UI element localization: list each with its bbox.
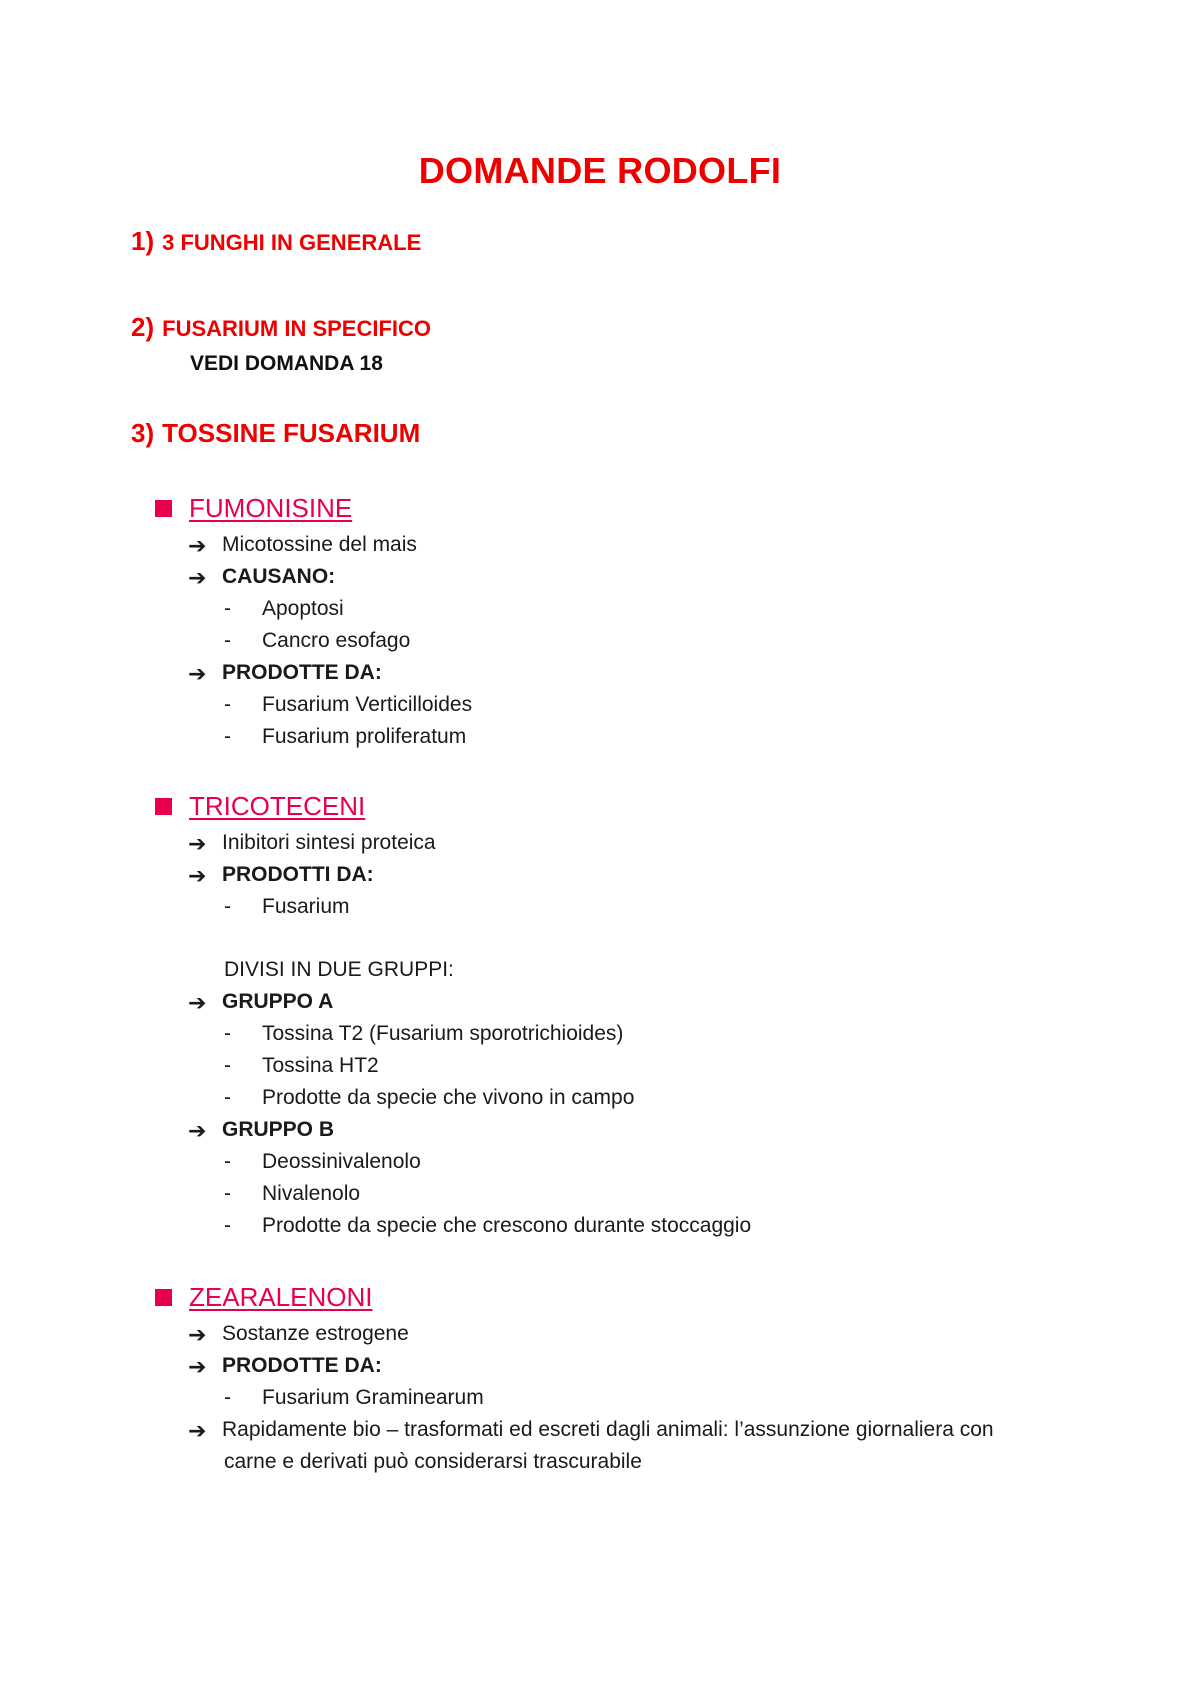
dash-icon: - bbox=[224, 629, 231, 652]
list-item-continuation: carne e derivati può considerarsi trascurabile bbox=[224, 1450, 642, 1473]
arrow-icon: ➔ bbox=[188, 1418, 207, 1443]
section-fumonisine bbox=[155, 493, 352, 524]
list-item: - Fusarium bbox=[224, 895, 350, 918]
list-item: - Prodotte da specie che vivono in campo bbox=[224, 1086, 635, 1109]
list-item: ➔ GRUPPO B bbox=[188, 1118, 335, 1143]
section-tricoteceni bbox=[155, 791, 365, 822]
question-text: TOSSINE FUSARIUM bbox=[162, 418, 421, 448]
arrow-icon: ➔ bbox=[188, 990, 207, 1015]
section-heading: TRICOTECENI bbox=[189, 791, 366, 821]
question-2-note: VEDI DOMANDA 18 bbox=[190, 352, 383, 375]
list-item: - Fusarium proliferatum bbox=[224, 725, 467, 748]
question-text: 3 FUNGHI IN GENERALE bbox=[162, 230, 422, 255]
dash-icon: - bbox=[224, 1182, 231, 1205]
dash-icon: - bbox=[224, 1022, 231, 1045]
question-3 bbox=[131, 418, 420, 449]
arrow-icon: ➔ bbox=[188, 1322, 207, 1347]
list-item: - Apoptosi bbox=[224, 597, 344, 620]
arrow-icon: ➔ bbox=[188, 863, 207, 888]
question-text: FUSARIUM IN SPECIFICO bbox=[162, 316, 432, 341]
list-item: - Tossina T2 (Fusarium sporotrichioides) bbox=[224, 1022, 624, 1045]
list-item: - Fusarium Graminearum bbox=[224, 1386, 484, 1409]
question-1 bbox=[131, 226, 421, 257]
question-2 bbox=[131, 312, 431, 343]
dash-icon: - bbox=[224, 895, 231, 918]
list-item: - Nivalenolo bbox=[224, 1182, 361, 1205]
arrow-icon: ➔ bbox=[188, 533, 207, 558]
square-bullet-icon bbox=[155, 798, 172, 815]
list-item: ➔ PRODOTTI DA: bbox=[188, 863, 374, 888]
list-item: ➔ GRUPPO A bbox=[188, 990, 334, 1015]
list-item: ➔ CAUSANO: bbox=[188, 565, 336, 590]
arrow-icon: ➔ bbox=[188, 1118, 207, 1143]
dash-icon: - bbox=[224, 1086, 231, 1109]
list-item: ➔ Micotossine del mais bbox=[188, 533, 417, 558]
question-number: 3) bbox=[131, 418, 155, 448]
list-item: ➔ PRODOTTE DA: bbox=[188, 661, 382, 686]
list-item: ➔ PRODOTTE DA: bbox=[188, 1354, 382, 1379]
square-bullet-icon bbox=[155, 1289, 172, 1306]
arrow-icon: ➔ bbox=[188, 1354, 207, 1379]
list-item: - Fusarium Verticilloides bbox=[224, 693, 473, 716]
section-heading: FUMONISINE bbox=[189, 493, 353, 523]
question-number: 1) bbox=[131, 226, 155, 256]
dash-icon: - bbox=[224, 1386, 231, 1409]
arrow-icon: ➔ bbox=[188, 661, 207, 686]
list-item: - Deossinivalenolo bbox=[224, 1150, 421, 1173]
section-heading: ZEARALENONI bbox=[189, 1282, 373, 1312]
dash-icon: - bbox=[224, 1054, 231, 1077]
list-item: - Prodotte da specie che crescono durante stoccaggio bbox=[224, 1214, 752, 1237]
dash-icon: - bbox=[224, 597, 231, 620]
list-item: - Cancro esofago bbox=[224, 629, 411, 652]
section-zearalenoni bbox=[155, 1282, 373, 1313]
dash-icon: - bbox=[224, 693, 231, 716]
list-item: ➔ Inibitori sintesi proteica bbox=[188, 831, 436, 856]
group-intro: DIVISI IN DUE GRUPPI: bbox=[224, 958, 454, 981]
dash-icon: - bbox=[224, 725, 231, 748]
question-number: 2) bbox=[131, 312, 155, 342]
list-item: ➔ Rapidamente bio – trasformati ed escreti dagli animali: l’assunzione giornaliera con bbox=[188, 1418, 994, 1443]
dash-icon: - bbox=[224, 1150, 231, 1173]
list-item: - Tossina HT2 bbox=[224, 1054, 379, 1077]
square-bullet-icon bbox=[155, 500, 172, 517]
page-title: DOMANDE RODOLFI bbox=[418, 150, 782, 191]
arrow-icon: ➔ bbox=[188, 831, 207, 856]
arrow-icon: ➔ bbox=[188, 565, 207, 590]
list-item: ➔ Sostanze estrogene bbox=[188, 1322, 409, 1347]
dash-icon: - bbox=[224, 1214, 231, 1237]
